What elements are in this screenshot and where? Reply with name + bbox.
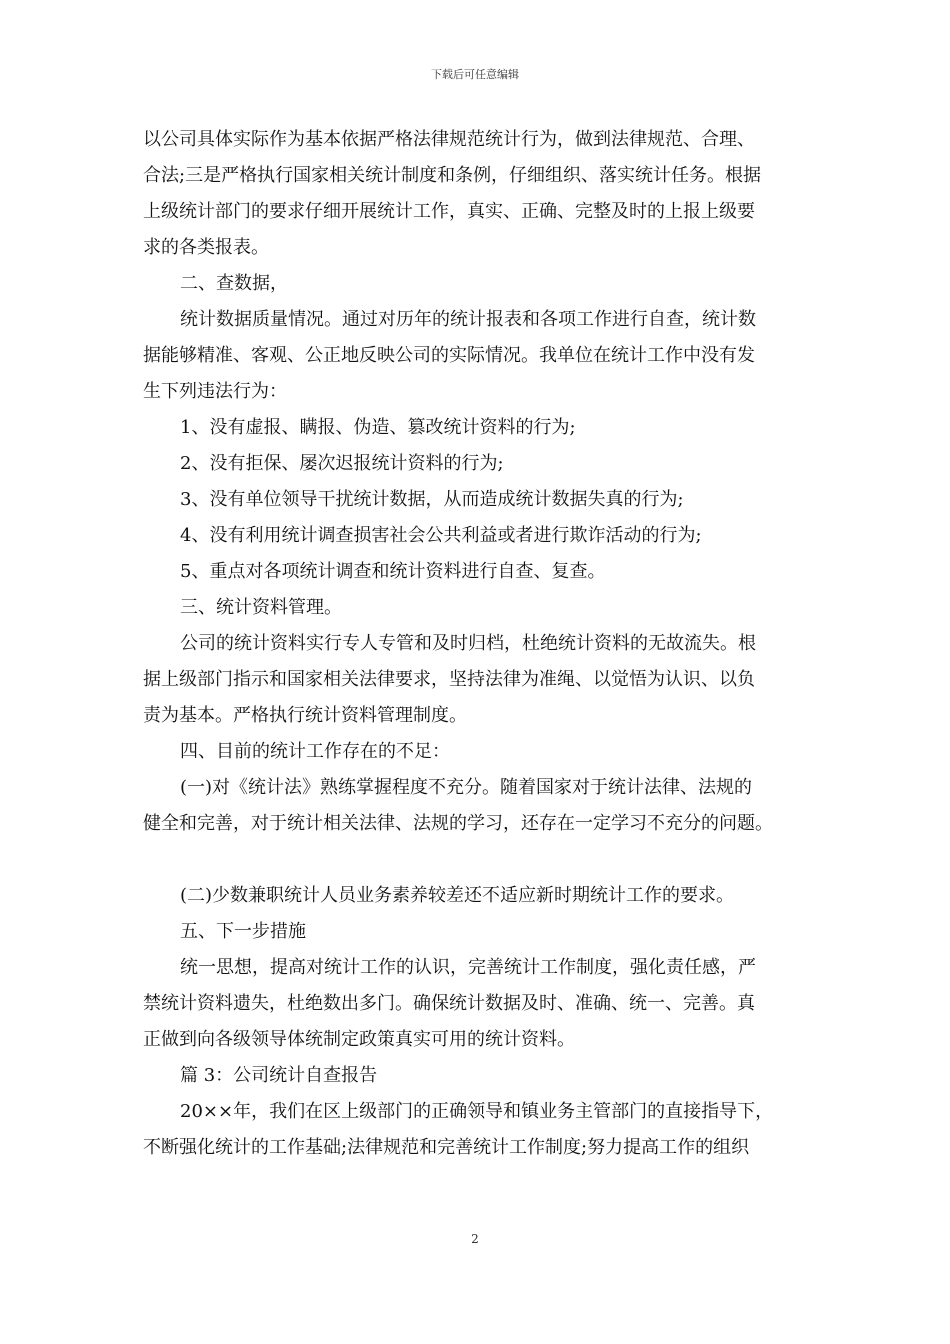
paragraph-line: 以公司具体实际作为基本依据严格法律规范统计行为，做到法律规范、合理、 — [143, 129, 755, 150]
list-item: 2、没有拒保、屡次迟报统计资料的行为; — [180, 453, 504, 474]
page-header-note: 下载后可任意编辑 — [431, 68, 519, 81]
article-title: 篇 3：公司统计自查报告 — [180, 1065, 378, 1086]
section-heading-5: 五、下一步措施 — [180, 921, 306, 942]
paragraph-line: 据能够精准、客观、公正地反映公司的实际情况。我单位在统计工作中没有发 — [143, 345, 755, 366]
paragraph-line: 统一思想，提高对统计工作的认识，完善统计工作制度，强化责任感，严 — [180, 957, 756, 978]
blank-line — [143, 842, 823, 878]
paragraph-line: 公司的统计资料实行专人专管和及时归档，杜绝统计资料的无故流失。根 — [180, 633, 756, 654]
paragraph-line: (二)少数兼职统计人员业务素养较差还不适应新时期统计工作的要求。 — [180, 885, 735, 906]
paragraph-line: 禁统计资料遗失，杜绝数出多门。确保统计数据及时、准确、统一、完善。真 — [143, 993, 755, 1014]
paragraph-line: 合法;三是严格执行国家相关统计制度和条例，仔细组织、落实统计任务。根据 — [143, 165, 762, 186]
list-item: 5、重点对各项统计调查和统计资料进行自查、复查。 — [180, 561, 606, 582]
paragraph-line: 20××年，我们在区上级部门的正确领导和镇业务主管部门的直接指导下， — [180, 1101, 774, 1122]
paragraph-line: 不断强化统计的工作基础;法律规范和完善统计工作制度;努力提高工作的组织 — [143, 1137, 750, 1158]
section-heading-4: 四、目前的统计工作存在的不足： — [180, 741, 450, 762]
paragraph-line: 据上级部门指示和国家相关法律要求，坚持法律为准绳、以觉悟为认识、以负 — [143, 669, 755, 690]
page-number: 2 — [471, 1232, 479, 1246]
paragraph-line: (一)对《统计法》熟练掌握程度不充分。随着国家对于统计法律、法规的 — [180, 777, 753, 798]
list-item: 1、没有虚报、瞒报、伪造、篡改统计资料的行为; — [180, 417, 576, 438]
paragraph-line: 责为基本。严格执行统计资料管理制度。 — [143, 705, 467, 726]
paragraph-line: 健全和完善，对于统计相关法律、法规的学习，还存在一定学习不充分的问题。 — [143, 813, 773, 834]
list-item: 4、没有利用统计调查损害社会公共利益或者进行欺诈活动的行为; — [180, 525, 702, 546]
paragraph-line: 上级统计部门的要求仔细开展统计工作，真实、正确、完整及时的上报上级要 — [143, 201, 755, 222]
paragraph-line: 求的各类报表。 — [143, 237, 269, 258]
paragraph-line: 统计数据质量情况。通过对历年的统计报表和各项工作进行自查，统计数 — [180, 309, 756, 330]
section-heading-3: 三、统计资料管理。 — [180, 597, 342, 618]
document-body — [143, 122, 823, 1166]
section-heading-2: 二、查数据， — [180, 273, 288, 294]
list-item: 3、没有单位领导干扰统计数据，从而造成统计数据失真的行为; — [180, 489, 684, 510]
paragraph-line: 生下列违法行为： — [143, 381, 287, 402]
paragraph-line: 正做到向各级领导体统制定政策真实可用的统计资料。 — [143, 1029, 575, 1050]
